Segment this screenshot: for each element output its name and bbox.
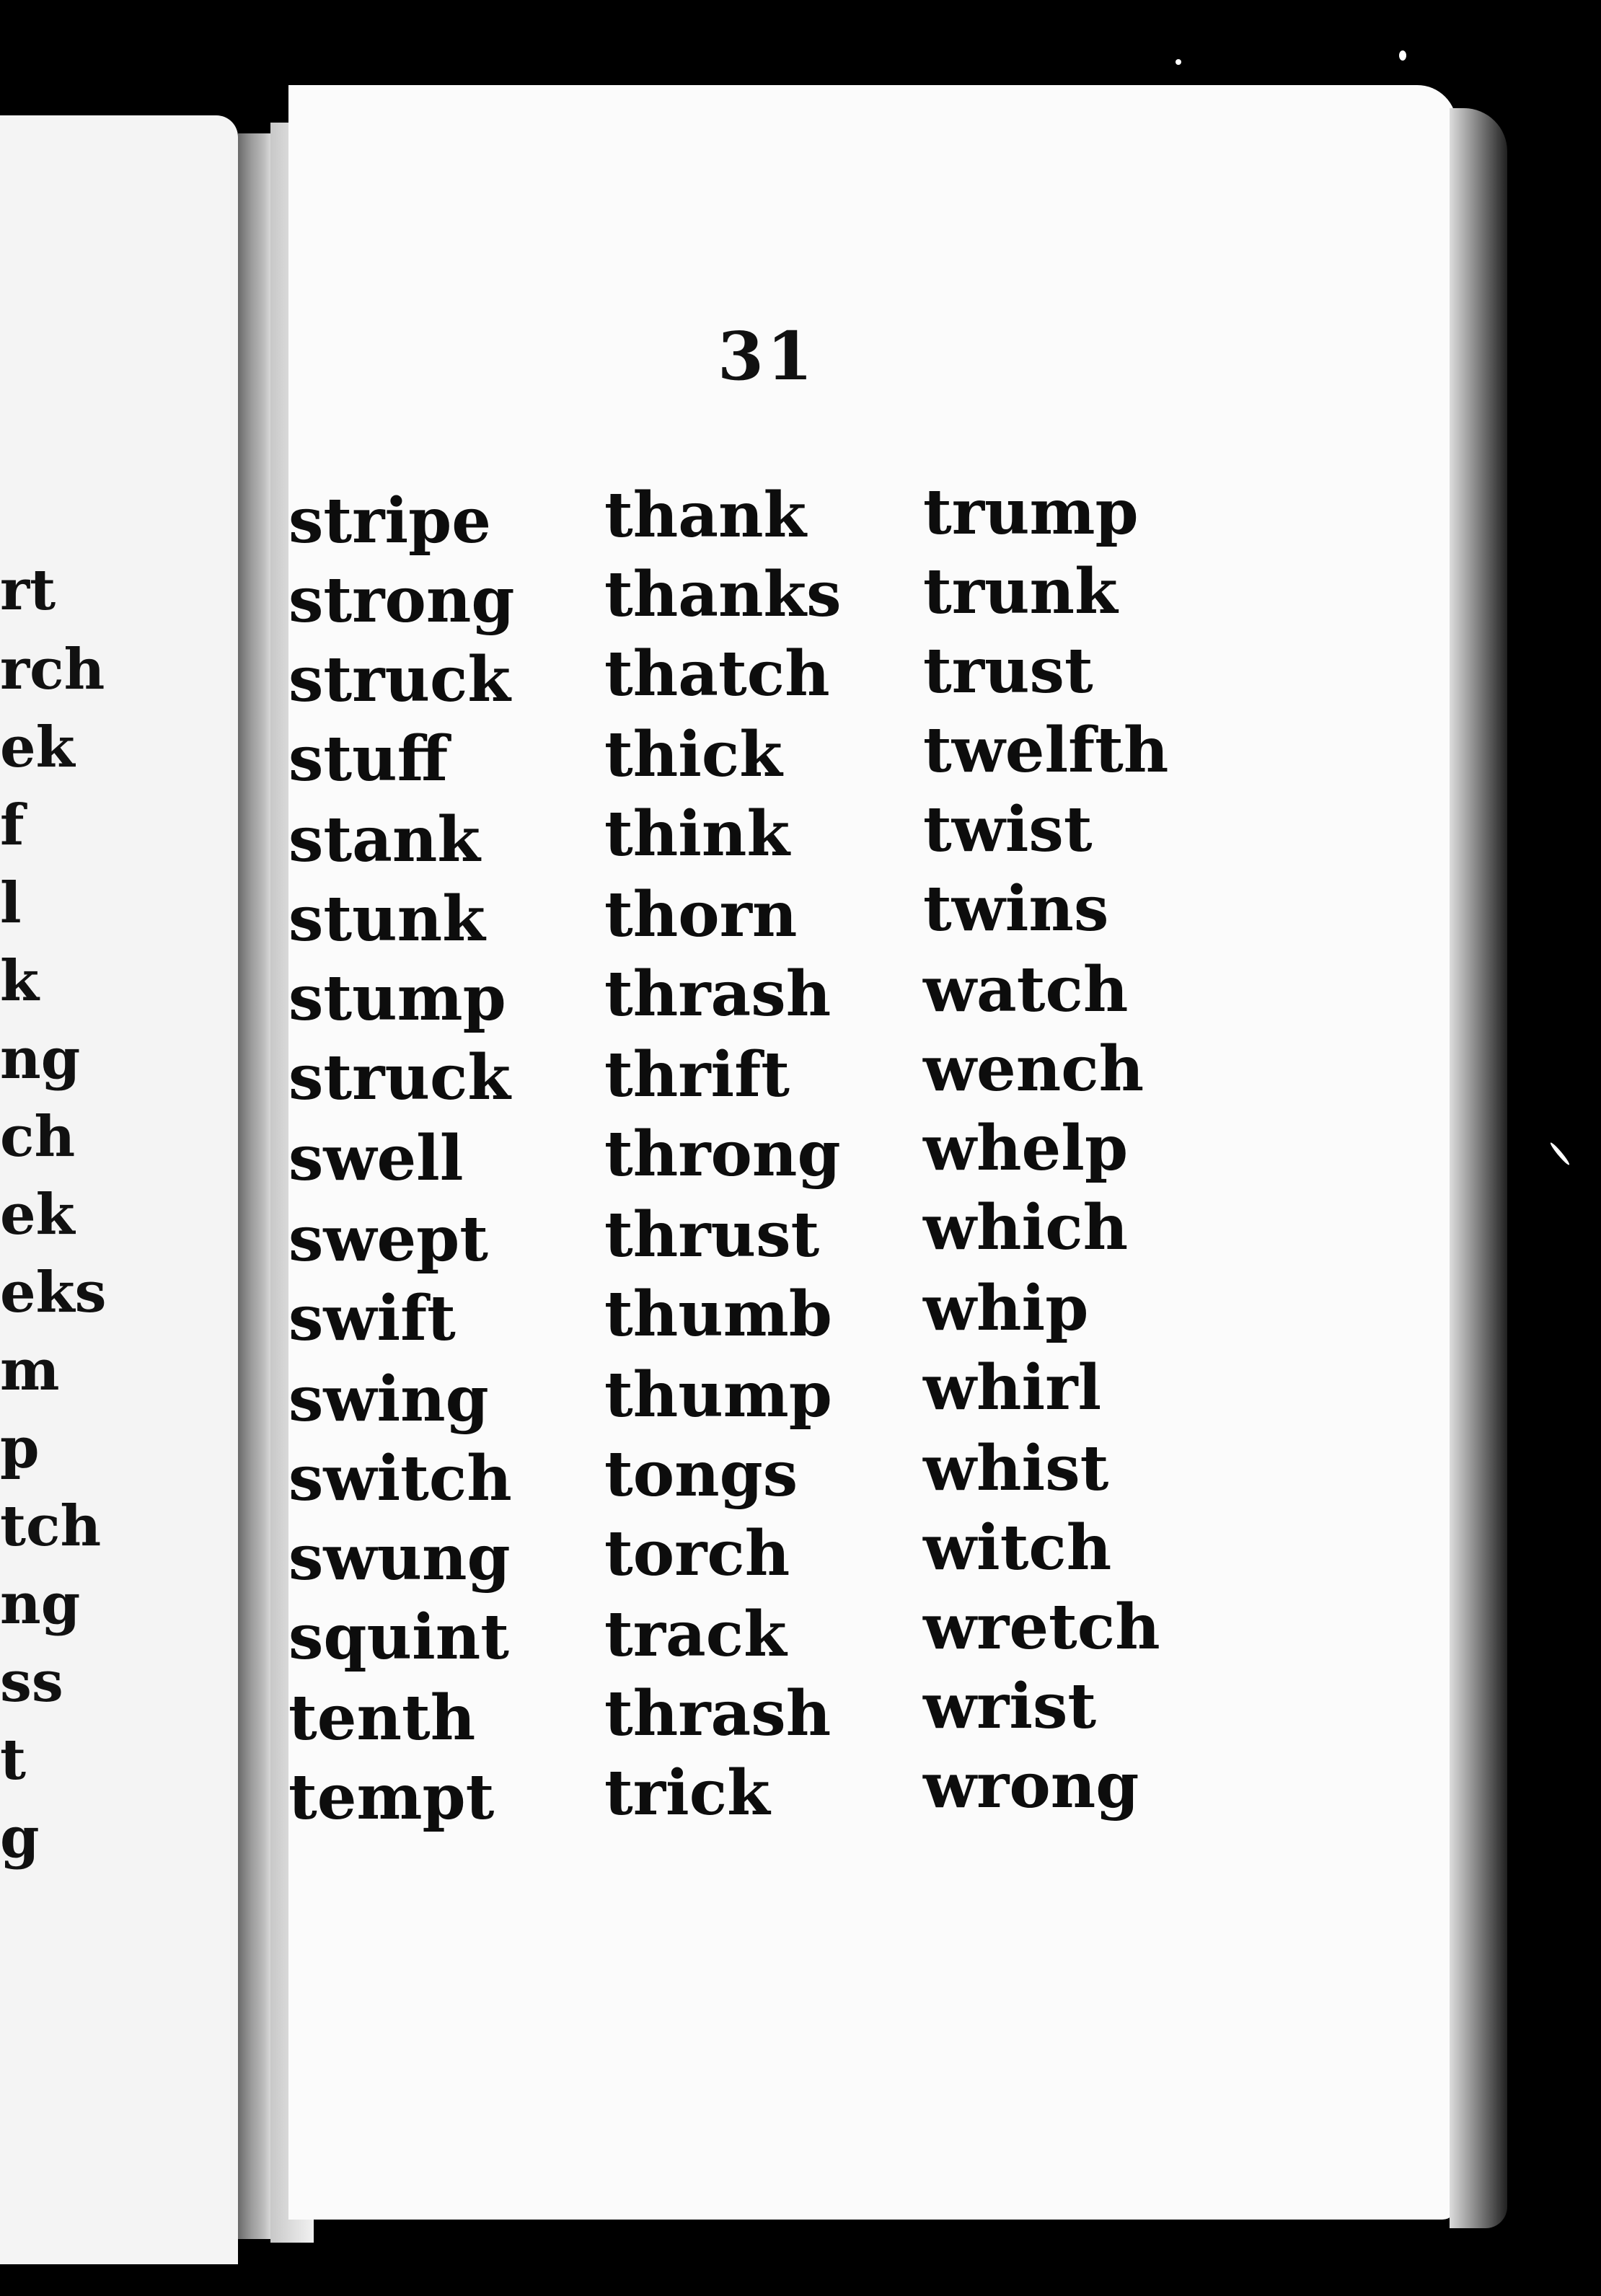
- dust-speck: [1549, 1142, 1571, 1166]
- left-page-fragment: t: [0, 1727, 27, 1793]
- word-item: think: [604, 798, 790, 870]
- left-page-fragment: f: [0, 792, 25, 858]
- dust-speck: [1399, 50, 1406, 61]
- word-item: swing: [288, 1363, 489, 1436]
- word-item: swell: [288, 1122, 464, 1195]
- word-item: tongs: [604, 1438, 798, 1511]
- word-item: stump: [288, 962, 506, 1035]
- word-item: whirl: [923, 1351, 1102, 1424]
- word-item: watch: [923, 953, 1129, 1026]
- word-item: wrist: [923, 1670, 1097, 1743]
- word-item: thrash: [604, 958, 832, 1030]
- word-item: trust: [923, 635, 1093, 707]
- left-page-fragment: ch: [0, 1104, 76, 1170]
- left-page-fragment: ek: [0, 1182, 75, 1248]
- word-item: thrust: [604, 1198, 820, 1271]
- word-item: wretch: [923, 1591, 1160, 1664]
- word-item: struck: [288, 643, 511, 716]
- page-number: 31: [718, 317, 816, 395]
- word-item: which: [923, 1191, 1129, 1264]
- word-item: squint: [288, 1601, 509, 1674]
- left-page-fragment: l: [0, 870, 22, 936]
- word-item: swept: [288, 1203, 489, 1276]
- left-page-fragment: rch: [0, 637, 105, 702]
- word-item: switch: [288, 1442, 512, 1515]
- word-item: stank: [288, 803, 480, 876]
- left-page-fragment: eks: [0, 1260, 107, 1325]
- word-item: torch: [604, 1517, 790, 1590]
- left-page-fragment: m: [0, 1338, 60, 1403]
- left-page-fragment: rt: [0, 557, 56, 623]
- word-item: twist: [923, 793, 1093, 866]
- left-page-fragment: p: [0, 1416, 40, 1481]
- word-item: thump: [604, 1359, 832, 1431]
- word-item: thorn: [604, 878, 798, 951]
- word-item: twins: [923, 873, 1109, 945]
- word-item: thumb: [604, 1278, 832, 1351]
- word-item: strong: [288, 564, 515, 637]
- word-item: thank: [604, 479, 807, 552]
- word-item: stunk: [288, 883, 485, 955]
- word-item: thrash: [604, 1677, 832, 1750]
- left-page-fragment: ss: [0, 1649, 63, 1715]
- word-item: stuff: [288, 723, 449, 795]
- word-item: trunk: [923, 555, 1118, 628]
- word-item: thick: [604, 718, 782, 791]
- word-item: thatch: [604, 637, 830, 710]
- word-item: wench: [923, 1033, 1144, 1105]
- current-page: [288, 85, 1457, 2220]
- word-item: whist: [923, 1432, 1109, 1505]
- left-page-fragment: tch: [0, 1493, 102, 1559]
- page-stack-edge: [1450, 108, 1507, 2228]
- word-item: thrift: [604, 1038, 790, 1111]
- word-item: trump: [923, 476, 1139, 549]
- word-item: whelp: [923, 1112, 1129, 1185]
- book-spine-shadow: [238, 133, 270, 2239]
- left-page-fragment: ek: [0, 715, 75, 780]
- word-item: twelfth: [923, 714, 1169, 787]
- left-page-fragment: ng: [0, 1571, 81, 1637]
- word-item: stripe: [288, 485, 491, 557]
- left-page-fragment: ng: [0, 1026, 81, 1092]
- dust-speck: [1176, 59, 1181, 65]
- word-item: tenth: [288, 1682, 476, 1754]
- left-page-fragment: k: [0, 948, 40, 1014]
- word-item: track: [604, 1598, 787, 1671]
- previous-page: [0, 115, 238, 2264]
- word-item: thanks: [604, 558, 842, 631]
- left-page-fragment: g: [0, 1805, 40, 1871]
- word-item: struck: [288, 1041, 511, 1114]
- word-item: trick: [604, 1757, 770, 1829]
- word-item: witch: [923, 1511, 1112, 1584]
- word-item: tempt: [288, 1761, 495, 1834]
- word-item: wrong: [923, 1749, 1139, 1822]
- word-item: swung: [288, 1522, 511, 1594]
- word-item: swift: [288, 1282, 456, 1355]
- word-item: whip: [923, 1272, 1089, 1345]
- word-item: throng: [604, 1118, 841, 1191]
